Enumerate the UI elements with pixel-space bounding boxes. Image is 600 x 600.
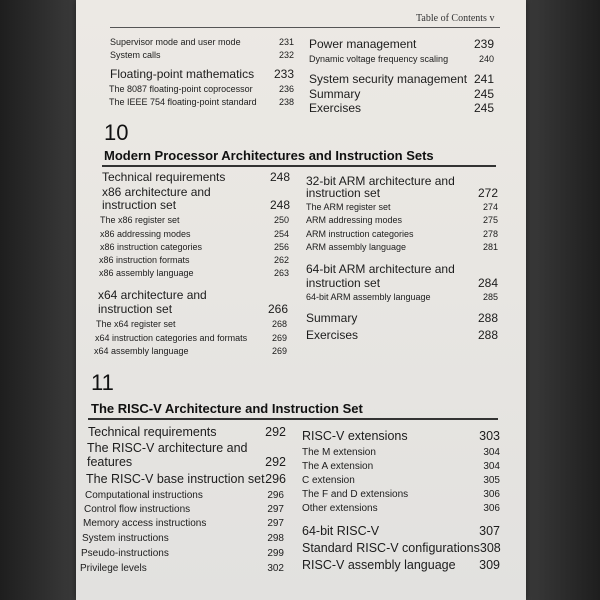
toc-entry [100, 215, 289, 225]
entry-title: x64 instruction categories and formats [95, 333, 248, 343]
entry-title: The IEEE 754 floating-point standard [109, 97, 257, 107]
entry-page: 245 [473, 87, 494, 101]
entry-page: 254 [273, 229, 289, 239]
toc-entry [109, 84, 294, 94]
entry-page: 288 [477, 311, 498, 325]
entry-title: Summary [309, 87, 361, 101]
toc-entry [102, 170, 290, 184]
entry-title: Supervisor mode and user mode [110, 37, 241, 47]
entry-page: 272 [477, 186, 498, 200]
entry-page: 240 [478, 54, 494, 64]
toc-entry [88, 425, 286, 439]
entry-page: 233 [273, 67, 294, 81]
toc-entry [98, 302, 288, 316]
toc-entry [306, 311, 498, 325]
entry-page: 308 [479, 541, 501, 555]
header-rule [110, 27, 500, 28]
book-page [76, 0, 526, 600]
toc-entry [87, 455, 286, 469]
running-header: Table of Contents v [416, 13, 495, 24]
entry-title: 64-bit RISC-V [302, 524, 380, 538]
toc-entry [306, 215, 498, 225]
toc-entry [87, 441, 286, 455]
entry-page: 263 [273, 268, 289, 278]
entry-page: 239 [473, 37, 494, 51]
entry-title: The ARM register set [306, 202, 391, 212]
entry-title: instruction set [306, 276, 381, 290]
entry-page: 284 [477, 276, 498, 290]
entry-title: The RISC-V base instruction set [86, 472, 265, 486]
toc-entry [85, 490, 284, 501]
entry-title: The F and D extensions [302, 489, 409, 500]
toc-entry [99, 268, 289, 278]
entry-title: RISC-V assembly language [302, 558, 456, 572]
toc-entry [110, 37, 294, 47]
entry-page: 238 [278, 97, 294, 107]
entry-title: x86 architecture and [102, 185, 211, 199]
toc-entry [102, 198, 290, 212]
toc-entry [302, 461, 500, 472]
entry-title: Exercises [306, 328, 359, 342]
entry-title: System instructions [82, 533, 169, 544]
entry-title: x64 architecture and [98, 288, 207, 302]
entry-title: ARM assembly language [306, 242, 407, 252]
entry-title: Summary [306, 311, 358, 325]
toc-entry [96, 319, 287, 329]
entry-page: 288 [477, 328, 498, 342]
entry-title: instruction set [306, 186, 381, 200]
entry-title: C extension [302, 475, 355, 486]
entry-title: The x64 register set [96, 319, 176, 329]
toc-entry [306, 186, 498, 200]
entry-title: Other extensions [302, 503, 378, 514]
running-title: Table of Contents [416, 13, 487, 24]
entry-title: features [87, 455, 133, 469]
entry-title: ARM addressing modes [306, 215, 403, 225]
entry-page: 303 [479, 429, 500, 443]
entry-page: 297 [267, 504, 284, 515]
toc-entry [309, 101, 494, 115]
entry-title: x64 assembly language [94, 346, 189, 356]
toc-entry [302, 429, 500, 443]
entry-page: 275 [482, 215, 498, 225]
toc-entry [100, 242, 289, 252]
entry-page: 281 [482, 242, 498, 252]
toc-entry [306, 202, 498, 212]
entry-title: x86 instruction formats [99, 255, 190, 265]
toc-entry [84, 504, 284, 515]
entry-page: 304 [483, 447, 500, 458]
entry-title: Power management [309, 37, 417, 51]
chapter-number: 10 [104, 120, 129, 145]
entry-title: Memory access instructions [83, 518, 207, 529]
entry-page: 297 [267, 518, 284, 529]
toc-entry [109, 97, 294, 107]
entry-title: Technical requirements [102, 170, 226, 184]
entry-page: 302 [267, 563, 284, 574]
entry-title: Technical requirements [88, 425, 217, 439]
entry-title: x86 assembly language [99, 268, 194, 278]
entry-title: Exercises [309, 101, 362, 115]
entry-title: Pseudo-instructions [81, 548, 169, 559]
entry-page: 278 [482, 229, 498, 239]
entry-title: The A extension [302, 461, 374, 472]
entry-page: 269 [271, 346, 287, 356]
entry-page: 306 [483, 489, 500, 500]
entry-title: instruction set [102, 198, 177, 212]
toc-entry [309, 37, 494, 51]
toc-entry [309, 72, 494, 86]
entry-page: 248 [269, 198, 290, 212]
entry-page: 309 [479, 558, 500, 572]
entry-title: Privilege levels [80, 563, 147, 574]
entry-page: 298 [267, 533, 284, 544]
toc-entry [81, 548, 284, 559]
entry-title: x86 addressing modes [100, 229, 191, 239]
entry-page: 292 [265, 455, 286, 469]
entry-title: The 8087 floating-point coprocessor [109, 84, 253, 94]
chapter-number: 11 [91, 370, 114, 395]
entry-title: 64-bit ARM architecture and [306, 262, 455, 276]
entry-page: 292 [265, 425, 286, 439]
entry-page: 266 [267, 302, 288, 316]
entry-page: 304 [483, 461, 500, 472]
entry-page: 296 [265, 472, 286, 486]
toc-entry [82, 533, 284, 544]
toc-entry [302, 503, 500, 514]
toc-entry [306, 276, 498, 290]
entry-page: 268 [271, 319, 287, 329]
entry-title: System security management [309, 72, 468, 86]
chapter-rule [102, 165, 496, 167]
toc-entry [306, 262, 498, 276]
entry-title: 64-bit ARM assembly language [306, 292, 431, 302]
entry-page: 296 [267, 490, 284, 501]
toc-entry [306, 292, 498, 302]
chapter-rule [88, 418, 498, 420]
toc-entry [98, 288, 288, 302]
entry-title: The x86 register set [100, 215, 180, 225]
entry-title: The M extension [302, 447, 376, 458]
entry-title: Control flow instructions [84, 504, 191, 515]
entry-page: 307 [479, 524, 500, 538]
chapter-title: The RISC-V Architecture and Instruction Set [91, 401, 363, 416]
entry-page: 306 [483, 503, 500, 514]
entry-page: 245 [473, 101, 494, 115]
entry-page: 236 [278, 84, 294, 94]
toc-entry [80, 563, 284, 574]
entry-title: Standard RISC-V configurations [302, 541, 480, 555]
toc-entry [102, 185, 290, 199]
entry-page: 241 [473, 72, 494, 86]
toc-entry [302, 541, 500, 555]
entry-page: 274 [482, 202, 498, 212]
entry-title: RISC-V extensions [302, 429, 408, 443]
entry-title: Computational instructions [85, 490, 203, 501]
background-right [526, 0, 600, 600]
toc-entry [309, 54, 494, 64]
toc-entry [302, 475, 500, 486]
entry-page: 269 [271, 333, 287, 343]
toc-entry [94, 346, 287, 356]
toc-entry [302, 489, 500, 500]
entry-page: 231 [278, 37, 294, 47]
toc-entry [110, 67, 294, 81]
entry-page: 248 [269, 170, 290, 184]
entry-title: ARM instruction categories [306, 229, 414, 239]
entry-page: 232 [278, 50, 294, 60]
toc-entry [83, 518, 284, 529]
toc-entry [309, 87, 494, 101]
chapter-title: Modern Processor Architectures and Instruction Sets [104, 148, 434, 163]
toc-entry [110, 50, 294, 60]
toc-entry [302, 558, 500, 572]
toc-entry [95, 333, 287, 343]
background-left [0, 0, 76, 600]
toc-entry [306, 242, 498, 252]
entry-title: x86 instruction categories [100, 242, 203, 252]
entry-page: 299 [267, 548, 284, 559]
entry-page: 250 [273, 215, 289, 225]
toc-entry [100, 229, 289, 239]
entry-page: 285 [482, 292, 498, 302]
entry-title: instruction set [98, 302, 173, 316]
entry-page: 305 [483, 475, 500, 486]
entry-page: 262 [273, 255, 289, 265]
toc-entry [306, 328, 498, 342]
toc-entry [302, 447, 500, 458]
entry-title: Dynamic voltage frequency scaling [309, 54, 449, 64]
entry-title: The RISC-V architecture and [87, 441, 248, 455]
toc-entry [86, 472, 286, 486]
toc-entry [99, 255, 289, 265]
toc-entry [302, 524, 500, 538]
entry-title: Floating-point mathematics [110, 67, 255, 81]
entry-title: System calls [110, 50, 161, 60]
entry-title: 32-bit ARM architecture and [306, 174, 455, 188]
entry-page: 256 [273, 242, 289, 252]
toc-entry [306, 229, 498, 239]
